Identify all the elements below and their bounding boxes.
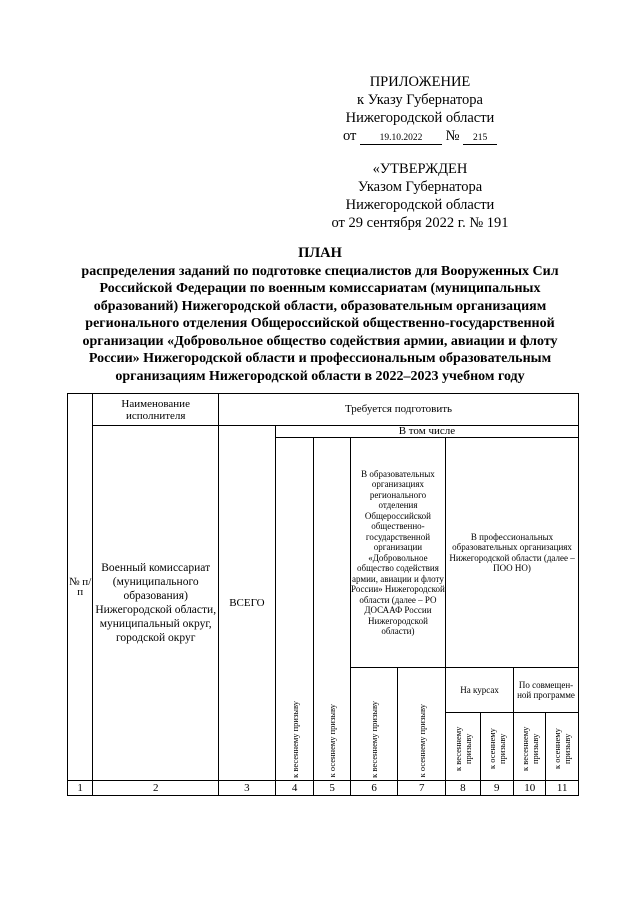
approved-block bbox=[300, 160, 540, 232]
column-number: 10 bbox=[514, 781, 546, 796]
spring-label: к весеннему призыву bbox=[289, 700, 300, 778]
appendix-region: Нижегородской области bbox=[345, 110, 495, 126]
plan-heading: ПЛАН bbox=[298, 245, 342, 261]
combined-program-header: По совмещен-ной программе bbox=[514, 668, 579, 713]
from-label: от bbox=[342, 128, 357, 144]
spring-label: к весеннему призыву bbox=[452, 726, 473, 771]
approved-region: Нижегородской области bbox=[345, 197, 495, 213]
column-number: 9 bbox=[480, 781, 513, 796]
dosaaf-header: В образовательных организациях регионального отделения Общероссийской общественно-государственной организации «Добровольное общество содействия армии, авиации и флоту России» Нижегородской области (далее – РО ДОСААФ России Нижегородской области) bbox=[350, 438, 445, 668]
approved-date: от 29 сентября 2022 г. № 191 bbox=[331, 215, 509, 231]
appendix-decree: к Указу Губернатора bbox=[357, 92, 483, 108]
plan-description: распределения заданий по подготовке специалистов для Вооруженных Сил Российской Федерации по военным комиссариатам (муниципальных образований) Нижегородской области, образовательным организациям регионального отделения Общероссийской общественно-государственной организации «Добровольное общество содействия армии, авиации и флоту России» Нижегородской области и профессиональным образовательным организациям Нижегородской области в 2022–2023 учебном году bbox=[81, 263, 559, 384]
courses-header: На курсах bbox=[446, 668, 514, 713]
column-number: 2 bbox=[93, 781, 219, 796]
courses-autumn-header bbox=[480, 712, 513, 780]
dosaaf-spring-header bbox=[350, 668, 398, 781]
appendix-date-line bbox=[300, 127, 540, 145]
appendix-block bbox=[300, 73, 540, 145]
spring-label: к весеннему призыву bbox=[369, 700, 380, 778]
total-spring-header bbox=[275, 438, 314, 781]
autumn-label: к осеннему призыву bbox=[416, 704, 427, 778]
approved-title: «УТВЕРЖДЕН bbox=[372, 161, 468, 177]
column-number: 1 bbox=[68, 781, 93, 796]
column-number: 7 bbox=[398, 781, 446, 796]
combined-spring-header bbox=[514, 712, 546, 780]
autumn-label: к осеннему призыву bbox=[552, 728, 573, 769]
plan-title bbox=[60, 245, 580, 385]
column-number: 5 bbox=[314, 781, 350, 796]
column-number: 3 bbox=[219, 781, 276, 796]
autumn-label: к осеннему призыву bbox=[327, 704, 338, 778]
including-header: В том числе bbox=[275, 426, 578, 438]
column-number: 8 bbox=[446, 781, 480, 796]
col-number-header: № п/п bbox=[68, 394, 93, 781]
decree-number: 215 bbox=[463, 132, 497, 145]
spring-label: к весеннему призыву bbox=[519, 726, 540, 771]
number-label: № bbox=[445, 128, 460, 144]
decree-date: 19.10.2022 bbox=[360, 132, 442, 145]
column-number: 11 bbox=[546, 781, 579, 796]
combined-autumn-header bbox=[546, 712, 579, 780]
approved-decree: Указом Губернатора bbox=[357, 179, 483, 195]
column-numbers-row bbox=[68, 781, 579, 796]
column-number: 6 bbox=[350, 781, 398, 796]
poo-header: В профессиональных образовательных организациях Нижегородской области (далее – ПОО НО) bbox=[446, 438, 579, 668]
required-header: Требуется подготовить bbox=[219, 394, 579, 426]
col-executor-header: Наименование исполнителя bbox=[93, 394, 219, 426]
column-number: 4 bbox=[275, 781, 314, 796]
total-autumn-header bbox=[314, 438, 350, 781]
appendix-title: ПРИЛОЖЕНИЕ bbox=[369, 74, 471, 90]
dosaaf-autumn-header bbox=[398, 668, 446, 781]
autumn-label: к осеннему призыву bbox=[486, 728, 507, 769]
plan-table bbox=[67, 393, 579, 796]
total-header: ВСЕГО bbox=[219, 426, 276, 781]
courses-spring-header bbox=[446, 712, 480, 780]
col-executor-desc: Военный комиссариат (муниципального образования) Нижегородской области, муниципальный округ, городской округ bbox=[93, 426, 219, 781]
